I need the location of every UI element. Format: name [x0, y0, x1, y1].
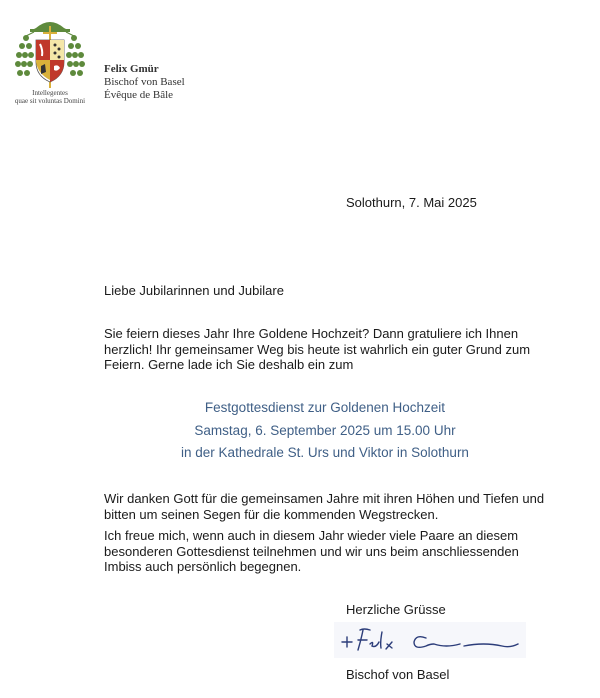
- episcopal-coat-of-arms-icon: [14, 14, 86, 100]
- paragraph-closing-wish: Ich freue mich, wenn auch in diesem Jahr wieder viele Paare an diesem besonderen Gottesdienst teilnehmen und wir uns beim anschliessenden Imbiss auch persönlich begegnen.: [104, 528, 519, 574]
- event-announcement: [100, 397, 550, 465]
- sender-title-french: Évêque de Bâle: [104, 89, 174, 101]
- closing-greeting: Herzliche Grüsse: [346, 602, 446, 617]
- paragraph-thanks: Wir danken Gott für die gemeinsamen Jahre mit ihren Höhen und Tiefen und bitten um seinen Segen für die kommenden Wegstrecken.: [104, 491, 545, 522]
- coat-of-arms-motto: [8, 89, 92, 105]
- motto-line-1: Intellegentes: [32, 89, 68, 97]
- place-and-date: Solothurn, 7. Mai 2025: [346, 195, 477, 210]
- event-title: Festgottesdienst zur Goldenen Hochzeit: [204, 400, 446, 415]
- sender-block: [104, 63, 185, 102]
- paragraph-invitation: Sie feiern dieses Jahr Ihre Goldene Hochzeit? Dann gratuliere ich Ihnen herzlich! Ihr gemeinsamer Weg bis heute ist wahrlich ein guter Grund zum Feiern. Gerne lade ich Sie deshalb ein zum: [104, 326, 531, 372]
- sender-name: Felix Gmür: [104, 63, 159, 75]
- handwritten-signature: [334, 622, 526, 658]
- signer-role: Bischof von Basel: [346, 667, 450, 682]
- motto-line-2: quae sit voluntas Domini: [14, 97, 86, 105]
- salutation: Liebe Jubilarinnen und Jubilare: [104, 283, 284, 298]
- sender-title-german: Bischof von Basel: [104, 76, 185, 88]
- event-location: in der Kathedrale St. Urs und Viktor in Solothurn: [181, 445, 469, 460]
- event-date-time: Samstag, 6. September 2025 um 15.00 Uhr: [194, 422, 456, 438]
